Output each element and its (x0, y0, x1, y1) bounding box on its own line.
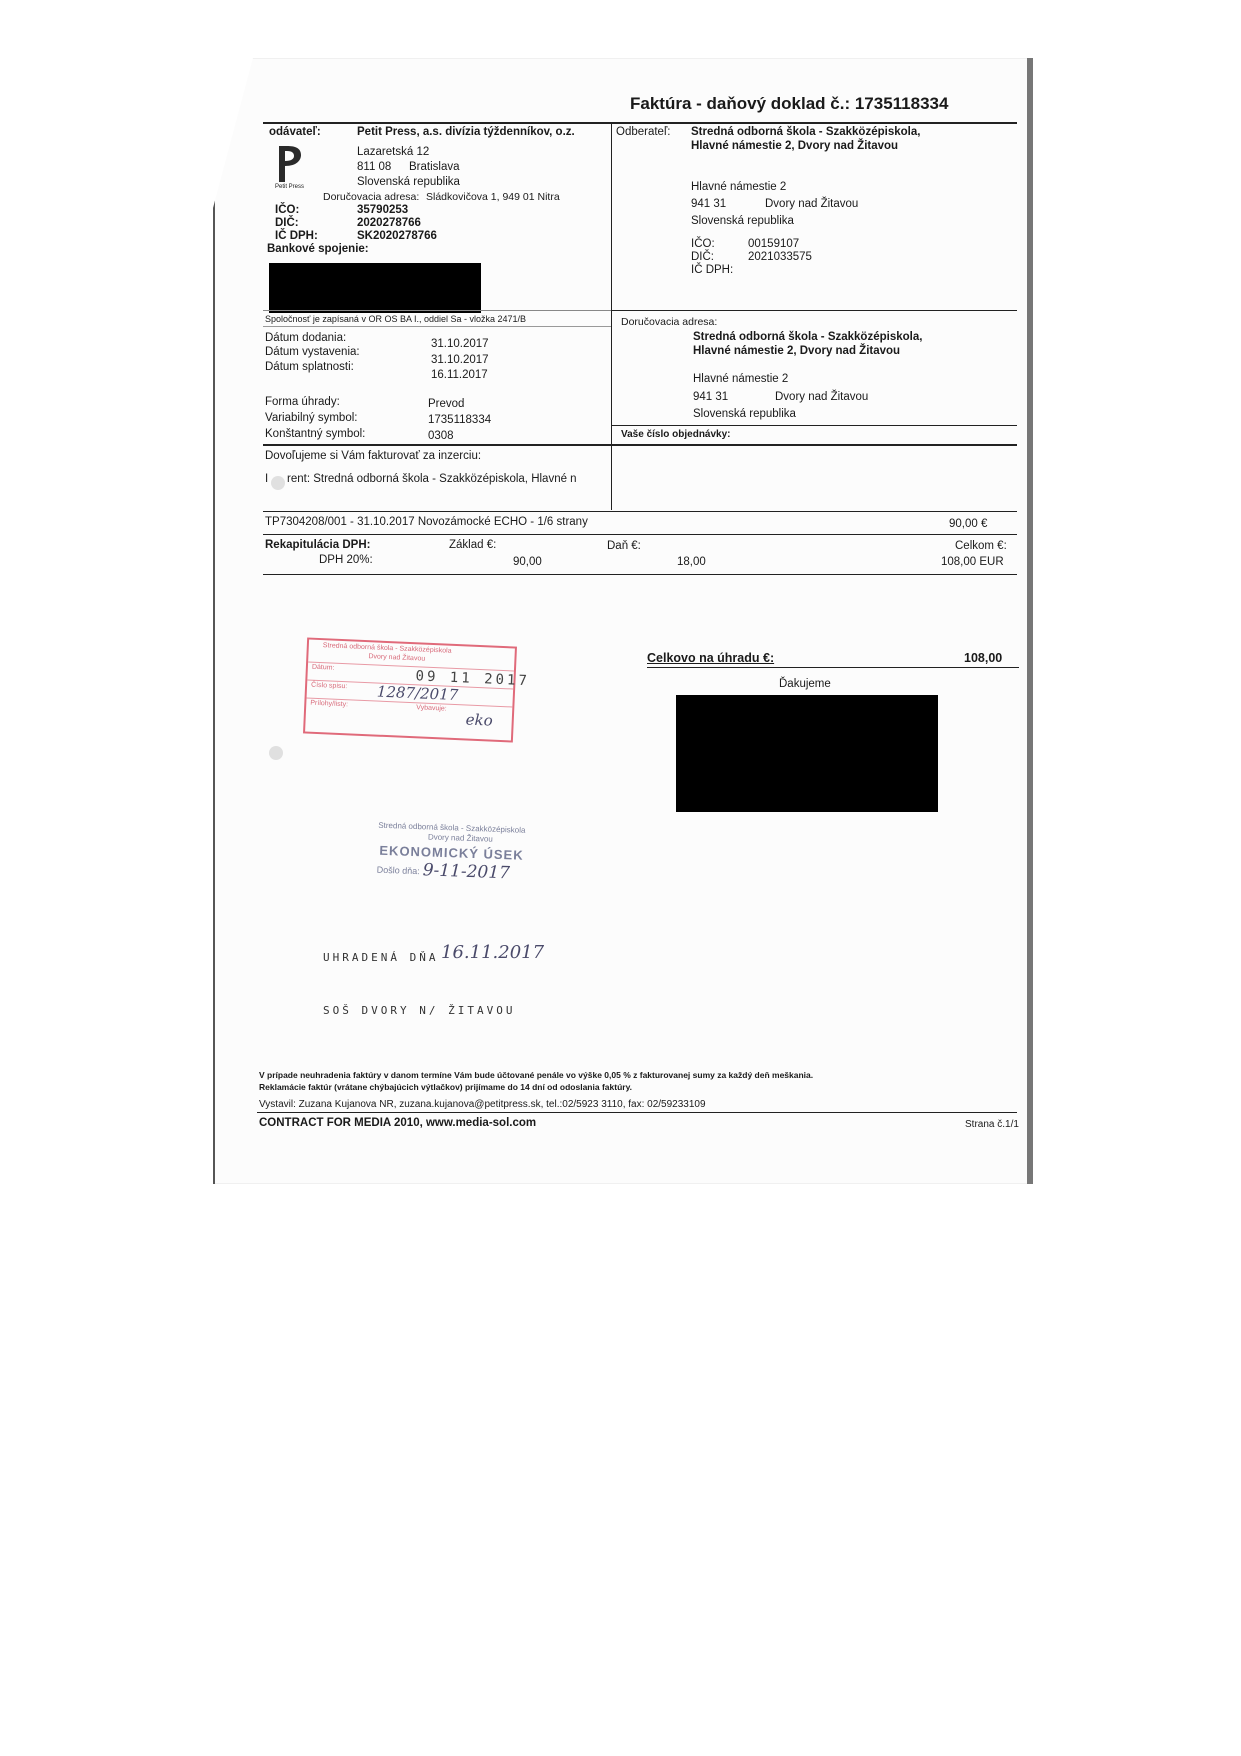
buyer-icdph-label: IČ DPH: (691, 264, 734, 276)
total-value: 108,00 (964, 651, 1003, 665)
supplier-country: Slovenská republika (357, 176, 460, 188)
payment-method-label: Forma úhrady: (265, 396, 340, 408)
title-rule (263, 122, 1017, 124)
intro-text: Dovoľujeme si Vám fakturovať za inzerciu: (265, 450, 482, 462)
due-date-label: Dátum splatnosti: (265, 361, 354, 373)
bank-label: Bankové spojenie: (267, 243, 369, 255)
punch-hole (271, 476, 285, 490)
delivery-postcode: 941 31 (693, 391, 729, 403)
buyer-ico-label: IČO: (691, 238, 715, 250)
buyer-postcode: 941 31 (691, 198, 727, 210)
vat-title: Rekapitulácia DPH: (265, 539, 371, 551)
order-rule (611, 425, 1017, 426)
registry-stamp (303, 637, 531, 742)
buyer-name-line2: Hlavné námestie 2, Dvory nad Žitavou (691, 140, 899, 152)
econ-received-label: Došlo dňa: (376, 864, 420, 877)
due-date: 16.11.2017 (431, 369, 488, 381)
vat-base-label: Základ €: (449, 539, 497, 551)
paid-date: 16.11.2017 (441, 942, 545, 963)
buyer-dic: 2021033575 (748, 251, 812, 263)
item-description: TP7304208/001 - 31.10.2017 Novozámocké ECHO - 1/6 strany (265, 516, 588, 528)
column-divider (611, 124, 612, 510)
invoice-title: Faktúra - daňový doklad č.: 1735118334 (630, 94, 949, 113)
vat-tax-label: Daň €: (607, 540, 641, 552)
registry-number-value: 1287/2017 (376, 682, 459, 705)
delivery-name-line2: Hlavné námestie 2, Dvory nad Žitavou (693, 345, 901, 357)
bank-rule (263, 310, 611, 311)
supplier-postcode: 811 08 (357, 161, 392, 173)
issue-date-label: Dátum vystavenia: (265, 346, 360, 358)
dates-rule (263, 326, 611, 327)
supplier-label: odávateľ: (269, 126, 321, 138)
buyer-country: Slovenská republika (691, 215, 794, 227)
payment-rule (263, 444, 1017, 446)
client-line: rent: Stredná odborná škola - Szakközépiskola, Hlavné n (287, 473, 577, 485)
thanks-text: Ďakujeme (779, 678, 831, 690)
registry-date-label: Dátum: (311, 663, 335, 672)
delivery-country: Slovenská republika (693, 408, 796, 420)
registry-date-value: 09 11 2017 (415, 668, 531, 690)
registry-stamp-place: Dvory nad Žitavou (368, 653, 426, 663)
issue-date: 31.10.2017 (431, 354, 489, 366)
vat-total: 108,00 EUR (941, 556, 1004, 568)
registry-handler-label: Vybavuje: (416, 704, 447, 713)
buyer-city: Dvory nad Žitavou (765, 198, 859, 210)
invoice-sheet (213, 58, 1033, 1184)
register-note: Spoločnosť je zapísaná v OR OS BA I., oddiel Sa - vložka 2471/B (265, 314, 527, 324)
client-prefix: I (265, 473, 269, 485)
payment-method: Prevod (428, 398, 465, 410)
registry-stamp-header: Stredná odborná škola - Szakközépiskola (322, 642, 452, 655)
buyer-dic-label: DIČ: (691, 251, 714, 263)
logo-caption: Petit Press (275, 184, 305, 190)
redacted-signature (676, 695, 938, 812)
supplier-ico: 35790253 (357, 204, 409, 216)
software-credit: CONTRACT FOR MEDIA 2010, www.media-sol.com (259, 1117, 537, 1129)
supplier-delivery-label: Doručovacia adresa: (323, 191, 420, 203)
buyer-rule (611, 310, 1017, 311)
constant-symbol-label: Konštantný symbol: (265, 428, 366, 440)
supplier-dic: 2020278766 (357, 217, 421, 229)
folded-corner (213, 58, 253, 208)
penalty-line2: Reklamácie faktúr (vrátane chýbajúcich výtlačkov) prijímame do 14 dní od odoslania faktúry. (259, 1082, 633, 1092)
buyer-label: Odberateľ: (616, 126, 671, 138)
registry-number-label: Číslo spisu: (310, 681, 348, 691)
variable-symbol-label: Variabilný symbol: (265, 412, 358, 424)
punch-hole-lower (269, 746, 283, 760)
item-amount: 90,00 € (949, 518, 988, 530)
vat-base: 90,00 (513, 556, 542, 568)
redacted-bank-account (269, 263, 481, 313)
delivery-street: Hlavné námestie 2 (693, 373, 789, 385)
registry-attachments-label: Prílohy/listy: (310, 699, 349, 709)
delivery-label: Doručovacia adresa: (621, 316, 718, 328)
delivery-date: 31.10.2017 (431, 338, 489, 350)
econ-stamp-line1: Stredná odborná škola - Szakközépiskola (378, 820, 526, 835)
buyer-ico: 00159107 (748, 238, 800, 250)
penalty-line1: V prípade neuhradenia faktúry v danom termíne Vám bude účtované penále vo výške 0,05 % z fakturovanej sumy za každý deň meškania. (259, 1070, 814, 1080)
vat-rate: DPH 20%: (319, 554, 373, 566)
buyer-street: Hlavné námestie 2 (691, 181, 787, 193)
petit-press-logo (269, 142, 307, 194)
supplier-city: Bratislava (409, 161, 460, 173)
supplier-ico-label: IČO: (275, 204, 300, 216)
scan-edge-right (1027, 58, 1033, 1184)
total-rule (647, 667, 1019, 668)
footer-rule (257, 1112, 1017, 1113)
order-number-label: Vaše číslo objednávky: (621, 429, 731, 440)
item-rule-bottom (263, 534, 1017, 535)
item-rule-top (263, 511, 1017, 512)
registry-handler-value: eko (465, 710, 494, 730)
paid-label: UHRADENÁ DŇA (323, 951, 439, 964)
econ-received-date: 9-11-2017 (422, 860, 511, 884)
variable-symbol: 1735118334 (428, 414, 492, 426)
supplier-delivery-address: Sládkovičova 1, 949 01 Nitra (426, 191, 560, 203)
scan-edge-left (213, 58, 215, 1184)
page-number: Strana č.1/1 (965, 1119, 1019, 1130)
issued-by: Vystavil: Zuzana Kujanova NR, zuzana.kujanova@petitpress.sk, tel.:02/5923 3110, fax: 02/59233109 (259, 1099, 706, 1110)
delivery-city: Dvory nad Žitavou (775, 391, 869, 403)
supplier-name: Petit Press, a.s. divízia týždenníkov, o.z. (357, 126, 575, 138)
vat-rule (263, 574, 1017, 575)
econ-stamp (376, 821, 569, 908)
econ-stamp-line2: Dvory nad Žitavou (427, 832, 493, 844)
vat-total-label: Celkom €: (955, 540, 1007, 552)
total-label: Celkovo na úhradu €: (647, 651, 775, 665)
delivery-name-line1: Stredná odborná škola - Szakközépiskola, (693, 331, 923, 343)
buyer-name-line1: Stredná odborná škola - Szakközépiskola, (691, 126, 921, 138)
delivery-date-label: Dátum dodania: (265, 332, 347, 344)
supplier-dic-label: DIČ: (275, 217, 299, 229)
paid-school: SOŠ DVORY N/ ŽITAVOU (323, 1004, 516, 1017)
econ-stamp-dept: EKONOMICKÝ ÚSEK (379, 842, 524, 863)
supplier-icdph-label: IČ DPH: (275, 230, 318, 242)
constant-symbol: 0308 (428, 430, 454, 442)
supplier-street: Lazaretská 12 (357, 146, 430, 158)
supplier-icdph: SK2020278766 (357, 230, 437, 242)
vat-tax: 18,00 (677, 556, 706, 568)
